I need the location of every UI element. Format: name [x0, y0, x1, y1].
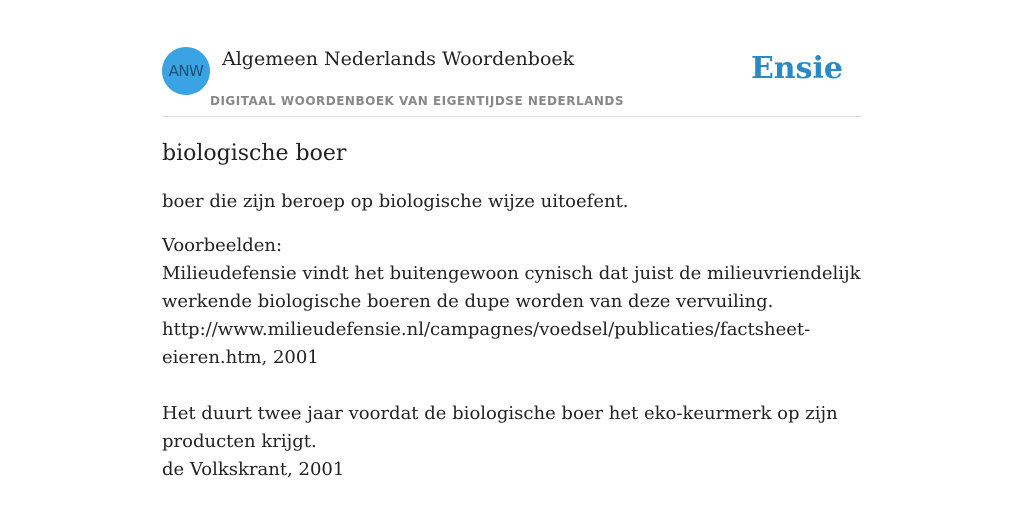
entry-headword: biologische boer [162, 141, 347, 166]
example-item [162, 400, 862, 484]
example-item [162, 260, 862, 372]
examples-label: Voorbeelden: [162, 235, 283, 256]
example-spacer [162, 372, 862, 400]
example-source: http://www.milieudefensie.nl/campagnes/voedsel/publicaties/factsheet-eieren.htm, 2001 [162, 319, 811, 368]
site-title[interactable]: Algemeen Nederlands Woordenboek [222, 48, 575, 70]
examples-section [162, 232, 862, 484]
entry-definition: boer die zijn beroep op biologische wijze uitoefent. [162, 191, 629, 212]
ensie-brand-link[interactable]: Ensie [750, 51, 843, 86]
example-text: Milieudefensie vindt het buitengewoon cynisch dat juist de milieuvriendelijk werkende biologische boeren de dupe worden van deze vervuiling. [162, 263, 861, 312]
example-source: de Volkskrant, 2001 [162, 459, 345, 480]
anw-logo[interactable]: ANW [162, 47, 210, 95]
site-header [162, 45, 862, 117]
site-subtitle: DIGITAAL WOORDENBOEK VAN EIGENTIJDSE NEDERLANDS [210, 94, 625, 108]
entry-content [162, 136, 862, 484]
example-text: Het duurt twee jaar voordat de biologische boer het eko-keurmerk op zijn producten krijgt. [162, 403, 838, 452]
